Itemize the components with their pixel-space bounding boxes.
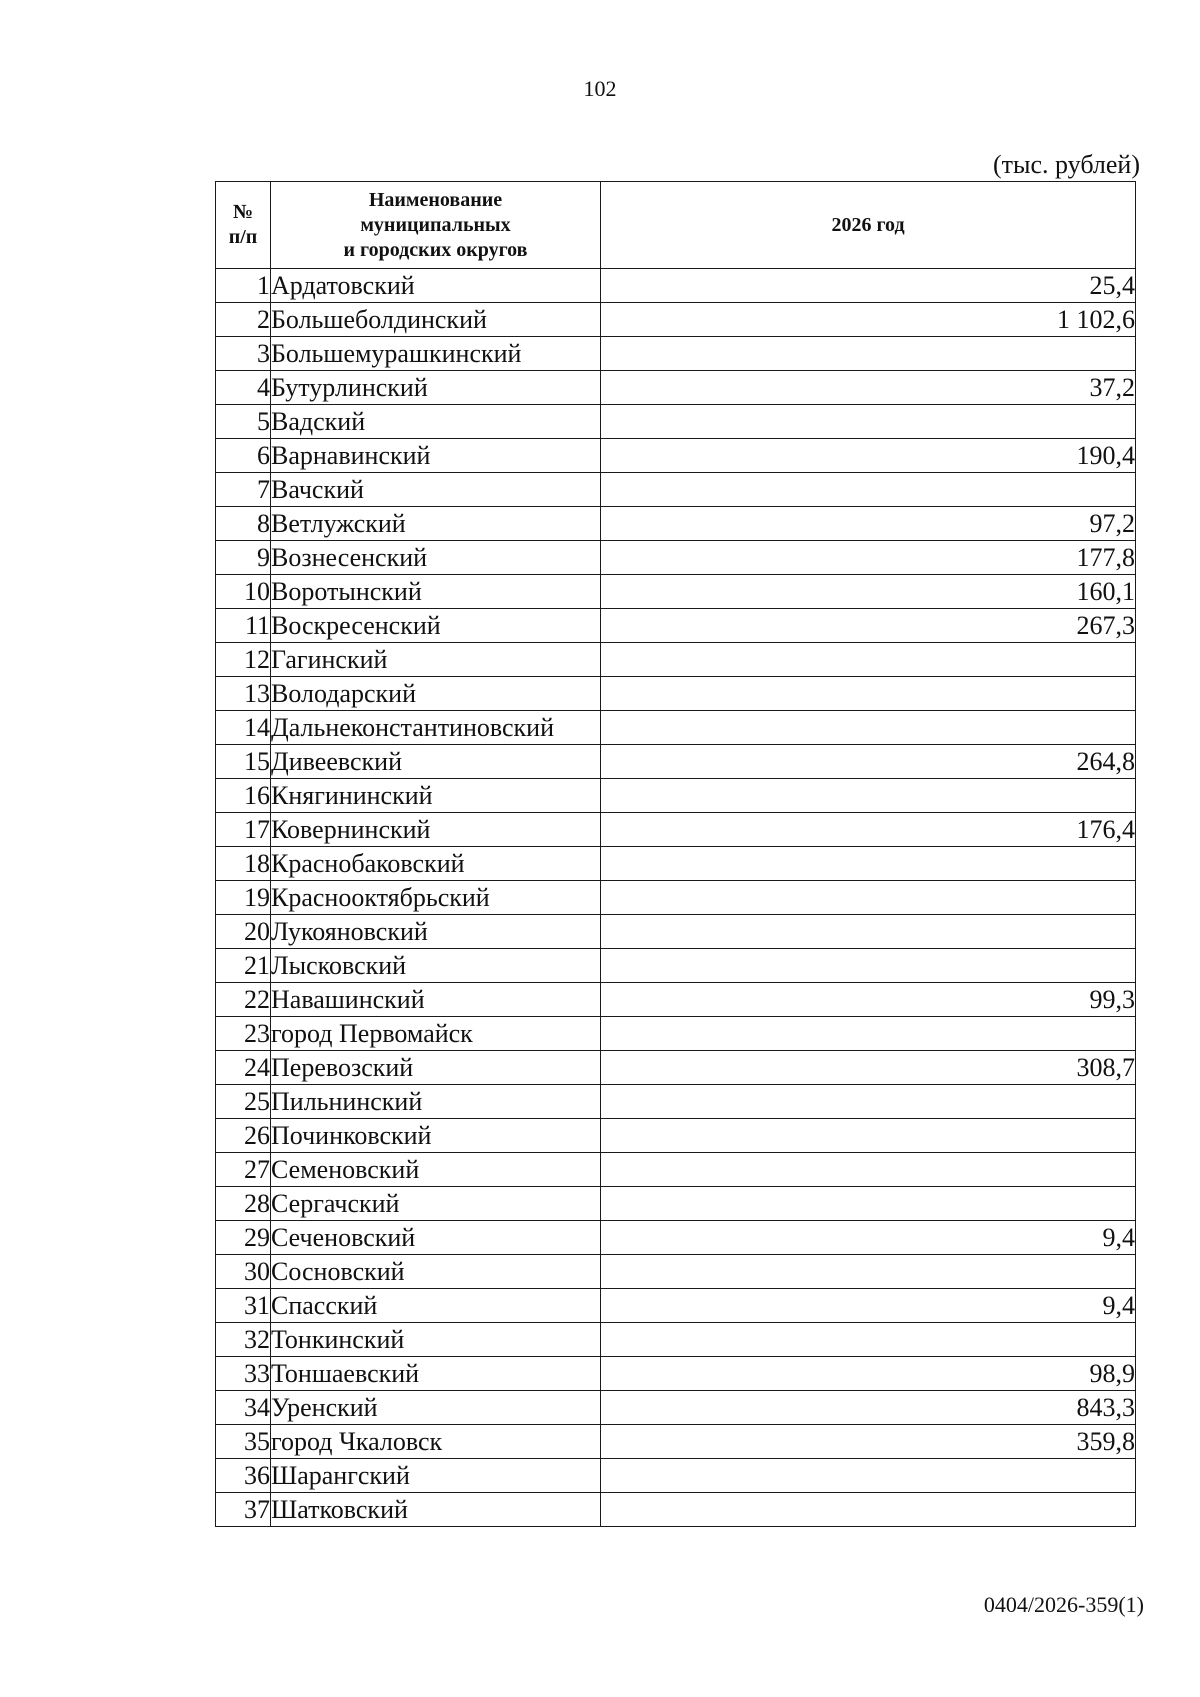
- table-row: [216, 269, 1136, 303]
- row-value: [601, 711, 1136, 745]
- row-value: [601, 337, 1136, 371]
- row-value: [601, 473, 1136, 507]
- row-value: 308,7: [601, 1051, 1136, 1085]
- row-number: 19: [216, 881, 271, 915]
- document-code: 0404/2026-359(1): [983, 1592, 1144, 1617]
- row-value: 97,2: [601, 507, 1136, 541]
- row-value: 190,4: [601, 439, 1136, 473]
- row-number: 37: [216, 1493, 271, 1527]
- table-row: [216, 949, 1136, 983]
- row-value: [601, 1255, 1136, 1289]
- row-name: Княгининский: [271, 779, 601, 813]
- row-name: Большемурашкинский: [271, 337, 601, 371]
- row-value: [601, 1085, 1136, 1119]
- row-number: 26: [216, 1119, 271, 1153]
- row-number: 36: [216, 1459, 271, 1493]
- row-name: Ардатовский: [271, 269, 601, 303]
- table-row: [216, 711, 1136, 745]
- row-value: 177,8: [601, 541, 1136, 575]
- header-year: 2026 год: [601, 182, 1136, 269]
- row-value: [601, 949, 1136, 983]
- row-number: 22: [216, 983, 271, 1017]
- table-row: [216, 643, 1136, 677]
- table-row: [216, 813, 1136, 847]
- row-value: [601, 1459, 1136, 1493]
- row-name: Тонкинский: [271, 1323, 601, 1357]
- row-number: 14: [216, 711, 271, 745]
- row-number: 17: [216, 813, 271, 847]
- table-row: [216, 405, 1136, 439]
- row-value: 99,3: [601, 983, 1136, 1017]
- row-number: 21: [216, 949, 271, 983]
- row-value: [601, 847, 1136, 881]
- table-row: [216, 1187, 1136, 1221]
- row-number: 10: [216, 575, 271, 609]
- row-value: 1 102,6: [601, 303, 1136, 337]
- row-value: 160,1: [601, 575, 1136, 609]
- table-row: [216, 1153, 1136, 1187]
- row-name: Навашинский: [271, 983, 601, 1017]
- table-row: [216, 1017, 1136, 1051]
- row-name: Шарангский: [271, 1459, 601, 1493]
- table-row: [216, 983, 1136, 1017]
- row-name: Лысковский: [271, 949, 601, 983]
- row-name: Шатковский: [271, 1493, 601, 1527]
- row-number: 8: [216, 507, 271, 541]
- table-body: [216, 269, 1136, 1527]
- table-row: [216, 915, 1136, 949]
- table-row: [216, 303, 1136, 337]
- row-value: [601, 881, 1136, 915]
- row-value: 267,3: [601, 609, 1136, 643]
- row-number: 18: [216, 847, 271, 881]
- row-number: 6: [216, 439, 271, 473]
- row-number: 4: [216, 371, 271, 405]
- table-row: [216, 1051, 1136, 1085]
- row-number: 20: [216, 915, 271, 949]
- table-row: [216, 779, 1136, 813]
- row-number: 31: [216, 1289, 271, 1323]
- row-number: 25: [216, 1085, 271, 1119]
- row-name: Сосновский: [271, 1255, 601, 1289]
- table-row: [216, 1323, 1136, 1357]
- row-name: Уренский: [271, 1391, 601, 1425]
- table-row: [216, 371, 1136, 405]
- row-value: 9,4: [601, 1221, 1136, 1255]
- row-name: Воскресенский: [271, 609, 601, 643]
- row-value: 37,2: [601, 371, 1136, 405]
- row-number: 13: [216, 677, 271, 711]
- row-number: 29: [216, 1221, 271, 1255]
- row-number: 23: [216, 1017, 271, 1051]
- row-name: город Первомайск: [271, 1017, 601, 1051]
- table-row: [216, 881, 1136, 915]
- row-number: 12: [216, 643, 271, 677]
- row-number: 32: [216, 1323, 271, 1357]
- row-name: Володарский: [271, 677, 601, 711]
- row-number: 9: [216, 541, 271, 575]
- row-number: 35: [216, 1425, 271, 1459]
- table-row: [216, 575, 1136, 609]
- budget-table: [215, 181, 1136, 1527]
- row-name: Краснобаковский: [271, 847, 601, 881]
- row-number: 5: [216, 405, 271, 439]
- table-row: [216, 1493, 1136, 1527]
- table-row: [216, 677, 1136, 711]
- row-name: Вадский: [271, 405, 601, 439]
- row-number: 28: [216, 1187, 271, 1221]
- row-value: [601, 1187, 1136, 1221]
- table-row: [216, 609, 1136, 643]
- table-row: [216, 439, 1136, 473]
- row-name: Большеболдинский: [271, 303, 601, 337]
- table-row: [216, 1085, 1136, 1119]
- row-name: Ветлужский: [271, 507, 601, 541]
- row-value: 25,4: [601, 269, 1136, 303]
- row-name: город Чкаловск: [271, 1425, 601, 1459]
- row-value: 9,4: [601, 1289, 1136, 1323]
- row-name: Гагинский: [271, 643, 601, 677]
- row-name: Дальнеконстантиновский: [271, 711, 601, 745]
- row-value: [601, 1017, 1136, 1051]
- row-name: Краснооктябрьский: [271, 881, 601, 915]
- table-row: [216, 745, 1136, 779]
- table-row: [216, 541, 1136, 575]
- row-value: [601, 915, 1136, 949]
- row-name: Сеченовский: [271, 1221, 601, 1255]
- table-row: [216, 507, 1136, 541]
- page-number: 102: [583, 76, 617, 101]
- table-row: [216, 1391, 1136, 1425]
- row-name: Семеновский: [271, 1153, 601, 1187]
- units-label: (тыс. рублей): [992, 150, 1140, 179]
- row-number: 27: [216, 1153, 271, 1187]
- table-row: [216, 1289, 1136, 1323]
- row-value: [601, 643, 1136, 677]
- table-row: [216, 847, 1136, 881]
- header-number: № п/п: [216, 182, 271, 269]
- row-name: Тоншаевский: [271, 1357, 601, 1391]
- row-name: Варнавинский: [271, 439, 601, 473]
- row-number: 30: [216, 1255, 271, 1289]
- table-row: [216, 1119, 1136, 1153]
- row-value: 264,8: [601, 745, 1136, 779]
- row-value: [601, 779, 1136, 813]
- row-number: 33: [216, 1357, 271, 1391]
- row-name: Сергачский: [271, 1187, 601, 1221]
- table-row: [216, 1425, 1136, 1459]
- row-value: [601, 405, 1136, 439]
- row-name: Дивеевский: [271, 745, 601, 779]
- row-value: 359,8: [601, 1425, 1136, 1459]
- row-number: 3: [216, 337, 271, 371]
- row-number: 34: [216, 1391, 271, 1425]
- row-number: 11: [216, 609, 271, 643]
- row-name: Лукояновский: [271, 915, 601, 949]
- row-number: 7: [216, 473, 271, 507]
- table-header-row: [216, 182, 1136, 269]
- table-row: [216, 473, 1136, 507]
- table-row: [216, 1459, 1136, 1493]
- table-row: [216, 1221, 1136, 1255]
- table-row: [216, 1357, 1136, 1391]
- row-number: 2: [216, 303, 271, 337]
- row-number: 1: [216, 269, 271, 303]
- row-name: Воротынский: [271, 575, 601, 609]
- row-value: 843,3: [601, 1391, 1136, 1425]
- row-value: [601, 1493, 1136, 1527]
- row-number: 24: [216, 1051, 271, 1085]
- row-name: Ковернинский: [271, 813, 601, 847]
- row-value: [601, 1323, 1136, 1357]
- row-value: [601, 1119, 1136, 1153]
- table-row: [216, 1255, 1136, 1289]
- row-name: Спасский: [271, 1289, 601, 1323]
- row-value: [601, 1153, 1136, 1187]
- row-value: 98,9: [601, 1357, 1136, 1391]
- row-name: Перевозский: [271, 1051, 601, 1085]
- row-name: Починковский: [271, 1119, 601, 1153]
- row-value: 176,4: [601, 813, 1136, 847]
- row-name: Вознесенский: [271, 541, 601, 575]
- header-name: Наименование муниципальных и городских округов: [271, 182, 601, 269]
- row-value: [601, 677, 1136, 711]
- table-row: [216, 337, 1136, 371]
- row-name: Вачский: [271, 473, 601, 507]
- row-name: Пильнинский: [271, 1085, 601, 1119]
- row-number: 15: [216, 745, 271, 779]
- row-number: 16: [216, 779, 271, 813]
- row-name: Бутурлинский: [271, 371, 601, 405]
